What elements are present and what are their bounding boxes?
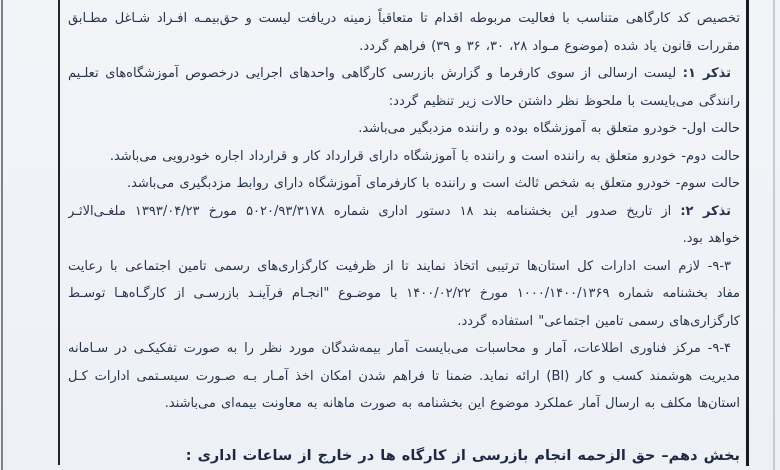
note-1-line — [68, 60, 740, 88]
paragraph-line: کارگزاری‌های رسمی تامین اجتماعی" استفاده گردد. — [457, 313, 740, 329]
item-9-3-line: ۹-۳- لازم است ادارات کل استان‌ها ترتیبی اتخاذ نمایند تا از ظرفیت کارگزاری‌های رسمی تامین اجتماعی با رعایت — [68, 258, 731, 274]
page-frame-left-border — [58, 0, 60, 465]
note-1-label: تذکر ۱: — [682, 66, 731, 81]
scan-edge-left — [1, 0, 3, 470]
paragraph-line: خواهد بود. — [682, 231, 740, 246]
case-2-line: حالت دوم- خودرو متعلق به راننده است و راننده با آموزشگاه دارای قرارداد کار و قرارداد اجاره خودرویی می‌باشد. — [109, 148, 740, 164]
note-1-text: لیست ارسالی از سوی کارفرما و گزارش بازرسی کارگاهی واحدهای اجرایی درخصوص آموزشگاه‌های تعلـیم — [68, 66, 683, 81]
page-frame-right-border — [746, 0, 749, 466]
section-10-heading: بخش دهم– حق الزحمه انجام بازرسی از کارگاه ها در خارج از ساعات اداری : — [185, 447, 740, 464]
case-3-line: حالت سوم- خودرو متعلق به شخص ثالث است و راننده با کارفرمای آموزشگاه دارای روابط مزدبگیری می‌باشد. — [126, 176, 740, 191]
case-1-line: حالت اول- خودرو متعلق به آموزشگاه بوده و راننده مزدبگیر می‌باشد. — [358, 121, 740, 136]
paragraph-line: مدیریت هوشمند کسب و کار (BI) ارائه نماید. ضمنا تا فراهم شدن امکان اخذ آمـار بـه صـورت سیسـتمی ادارات کـل — [68, 368, 740, 384]
item-9-4-line: ۹-۴- مرکز فناوری اطلاعات، آمار و محاسبات می‌بایست آمار بیمه‌شدگان مورد نظر را به صورت تفکیکـی در سـامانه — [68, 341, 731, 356]
note-2-label: تذکر ۲: — [680, 203, 731, 219]
paragraph-line: استان‌ها مکلف به ارسال آمار عملکرد موضوع این بخشنامه به صورت ماهانه به معاونت بیمه‌ای می‌باشند. — [164, 396, 740, 411]
document-body — [68, 5, 740, 470]
paragraph-line: مفاد بخشنامه شماره ۱۰۰۰/۱۴۰۰/۱۳۶۹ مورخ ۱۴۰۰/۰۲/۲۲ با موضـوع "انجـام فرآینـد بازرسـی از کارگـاه‌هـا توسـط — [68, 286, 740, 301]
paragraph-line: تخصیص کد کارگاهی متناسب با فعالیت مربوطه اقدام تا متعاقباً زمینه دریافت لیست و حق‌بیمـه افـراد شـاغل مطـابق — [68, 11, 740, 26]
scan-edge-right — [773, 0, 775, 470]
note-2-line — [68, 198, 740, 226]
note-2-text: از تاریخ صدور این بخشنامه بند ۱۸ دستور اداری شماره ۵۰۲۰/۹۳/۳۱۷۸ مورخ ۱۳۹۳/۰۴/۲۳ ملغـی‌الاثـر — [68, 203, 681, 219]
paragraph-line: رانندگی می‌بایست با ملحوظ نظر داشتن حالات زیر تنظیم گردد: — [388, 93, 740, 109]
paragraph-line: مقررات قانون یاد شده (موضوع مـواد ۲۸، ۳۰، ۳۶ و ۳۹) فراهم گردد. — [359, 38, 740, 54]
